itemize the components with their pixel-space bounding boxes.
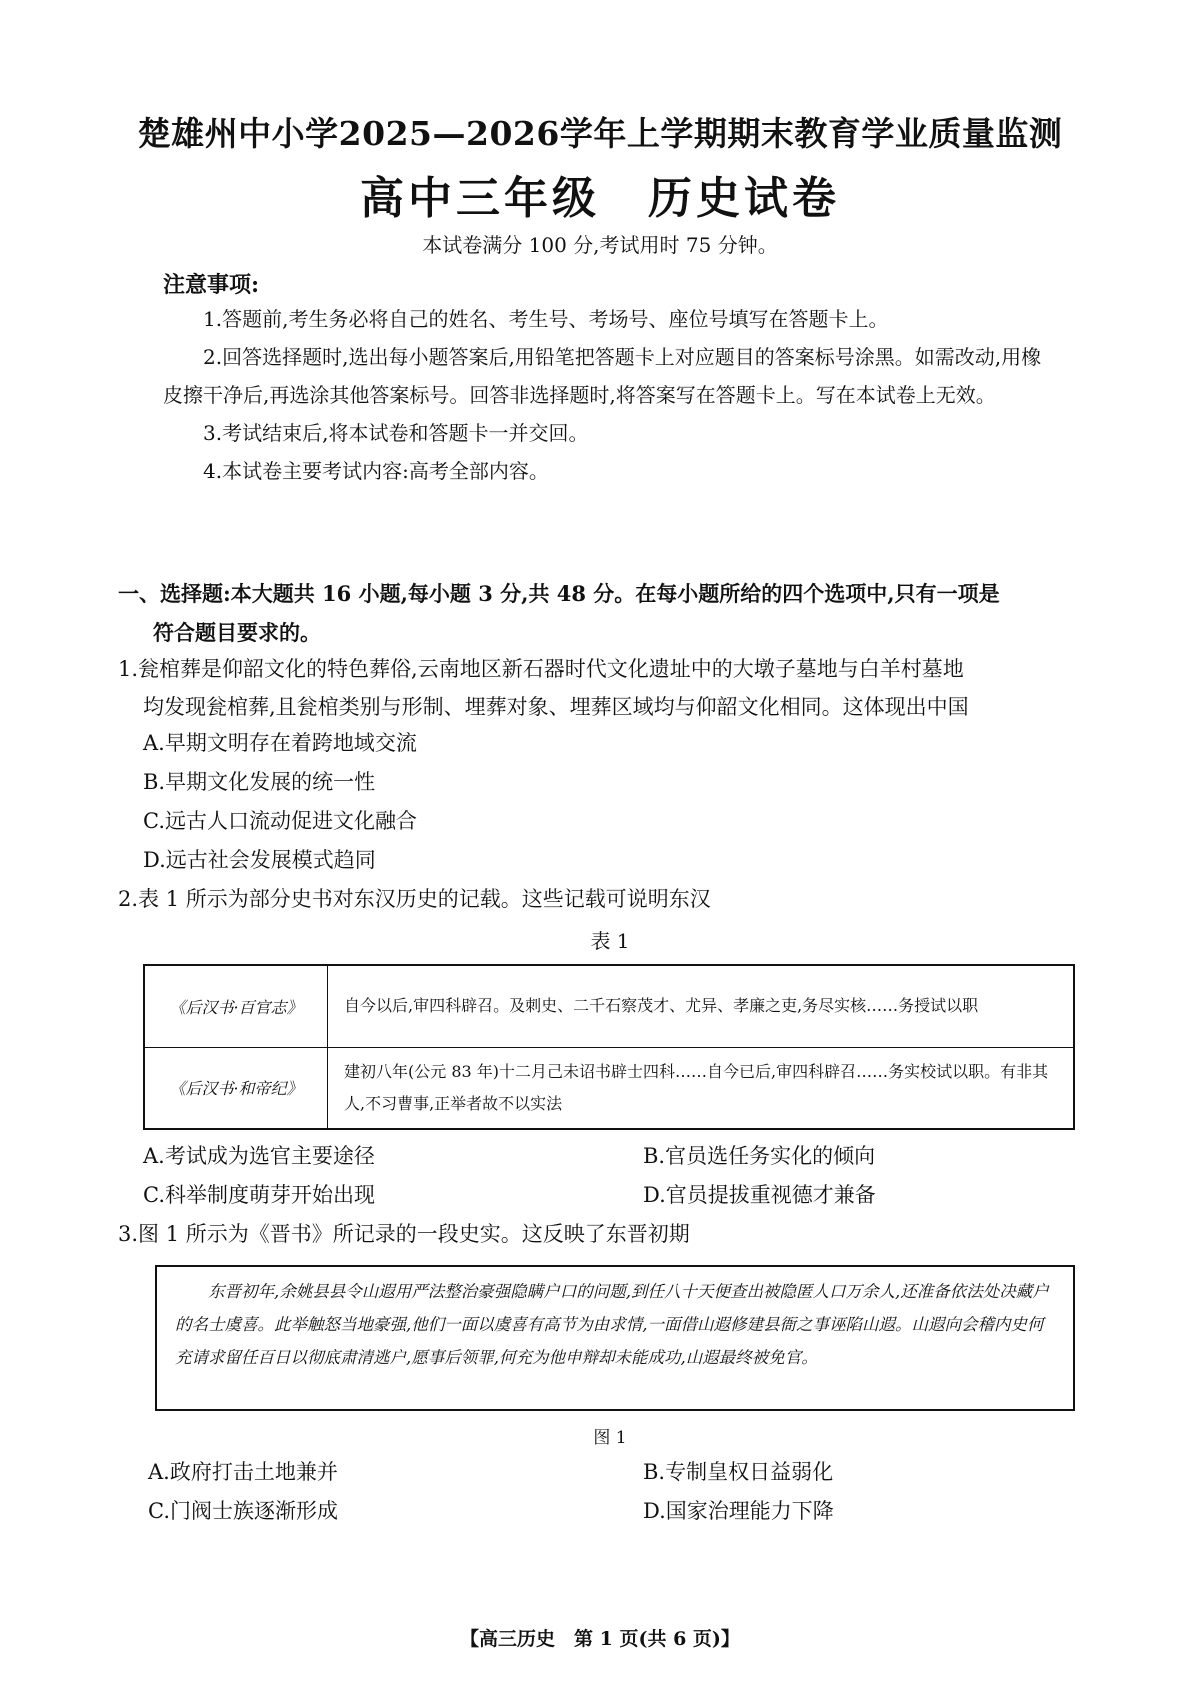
- page-footer: 【高三历史 第 1 页(共 6 页)】: [460, 1628, 740, 1650]
- question-1-option-a: A.早期文明存在着跨地域交流: [143, 731, 417, 755]
- table-caption: 表 1: [590, 929, 630, 953]
- figure-1-box: [155, 1265, 1075, 1411]
- question-3-stem: 3.图 1 所示为《晋书》所记录的一段史实。这反映了东晋初期: [118, 1222, 690, 1246]
- question-1-stem: [118, 650, 1098, 726]
- question-1-option-c: C.远古人口流动促进文化融合: [143, 809, 417, 833]
- question-3-option-d: D.国家治理能力下降: [643, 1499, 834, 1523]
- exam-title: 楚雄州中小学2025—2026学年上学期期末教育学业质量监测: [137, 114, 1063, 153]
- table-text-cell: 自今以后,审四科辟召。及刺史、二千石察茂才、尤异、孝廉之吏,务尽实核……务授试以职: [328, 965, 1075, 1047]
- figure-caption: 图 1: [593, 1428, 627, 1448]
- exam-subject-title: 高中三年级 历史试卷: [360, 173, 840, 224]
- exam-info: 本试卷满分 100 分,考试用时 75 分钟。: [422, 233, 778, 257]
- note-item: 1.答题前,考生务必将自己的姓名、考生号、考场号、座位号填写在答题卡上。: [203, 307, 889, 331]
- question-3-option-c: C.门阀士族逐渐形成: [148, 1499, 338, 1523]
- question-1-stem-line1: 1.瓮棺葬是仰韶文化的特色葬俗,云南地区新石器时代文化遗址中的大墩子墓地与白羊村墓地: [118, 657, 964, 681]
- question-2-stem: 2.表 1 所示为部分史书对东汉历史的记载。这些记载可说明东汉: [118, 887, 711, 911]
- question-2-option-b: B.官员选任务实化的倾向: [643, 1144, 876, 1168]
- question-1-option-d: D.远古社会发展模式趋同: [143, 848, 376, 872]
- question-1-option-b: B.早期文化发展的统一性: [143, 770, 376, 794]
- table-source-cell: 《后汉书·和帝纪》: [144, 1047, 328, 1129]
- table-text-cell: 建初八年(公元 83 年)十二月己未诏书辟士四科……自今已后,审四科辟召……务实校试以职。有非其人,不习曹事,正举者故不以实法: [328, 1047, 1075, 1129]
- note-item: 4.本试卷主要考试内容:高考全部内容。: [203, 459, 549, 483]
- table-row: [144, 1047, 1074, 1129]
- question-2-option-a: A.考试成为选官主要途径: [143, 1144, 375, 1168]
- history-table: [143, 964, 1075, 1130]
- notes-list: [163, 300, 1058, 490]
- question-2-option-c: C.科举制度萌芽开始出现: [143, 1183, 375, 1207]
- question-3-option-b: B.专制皇权日益弱化: [643, 1460, 834, 1484]
- note-item: 3.考试结束后,将本试卷和答题卡一并交回。: [203, 421, 589, 445]
- question-1-stem-line2: 均发现瓮棺葬,且瓮棺类别与形制、埋葬对象、埋葬区域均与仰韶文化相同。这体现出中国: [143, 695, 969, 719]
- section-heading-line1: 一、选择题:本大题共 16 小题,每小题 3 分,共 48 分。在每小题所给的四个选项中,只有一项是: [118, 581, 1000, 606]
- note-item: 2.回答选择题时,选出每小题答案后,用铅笔把答题卡上对应题目的答案标号涂黑。如需改动,用橡皮擦干净后,再选涂其他答案标号。回答非选择题时,将答案写在答题卡上。写在本试卷上无效。: [163, 345, 1042, 407]
- section-heading-line2: 符合题目要求的。: [153, 620, 321, 645]
- question-3-option-a: A.政府打击土地兼并: [148, 1460, 338, 1484]
- question-2-option-d: D.官员提拔重视德才兼备: [643, 1183, 876, 1207]
- table-source-cell: 《后汉书·百官志》: [144, 965, 328, 1047]
- table-row: [144, 965, 1074, 1047]
- section-heading: [118, 574, 1088, 652]
- notes-heading: 注意事项:: [163, 272, 260, 298]
- figure-1-text: 东晋初年,余姚县县令山遐用严法整治豪强隐瞒户口的问题,到任八十天便查出被隐匿人口万余人,还准备依法处决藏户的名士虞喜。此举触怒当地豪强,他们一面以虞喜有高节为由求情,一面借山遐修建县衙之事诬陷山遐。山遐向会稽内史何充请求留任百日以彻底肃清逃户,愿事后领罪,何充为他申辩却未能成功,山遐最终被免官。: [175, 1282, 1049, 1367]
